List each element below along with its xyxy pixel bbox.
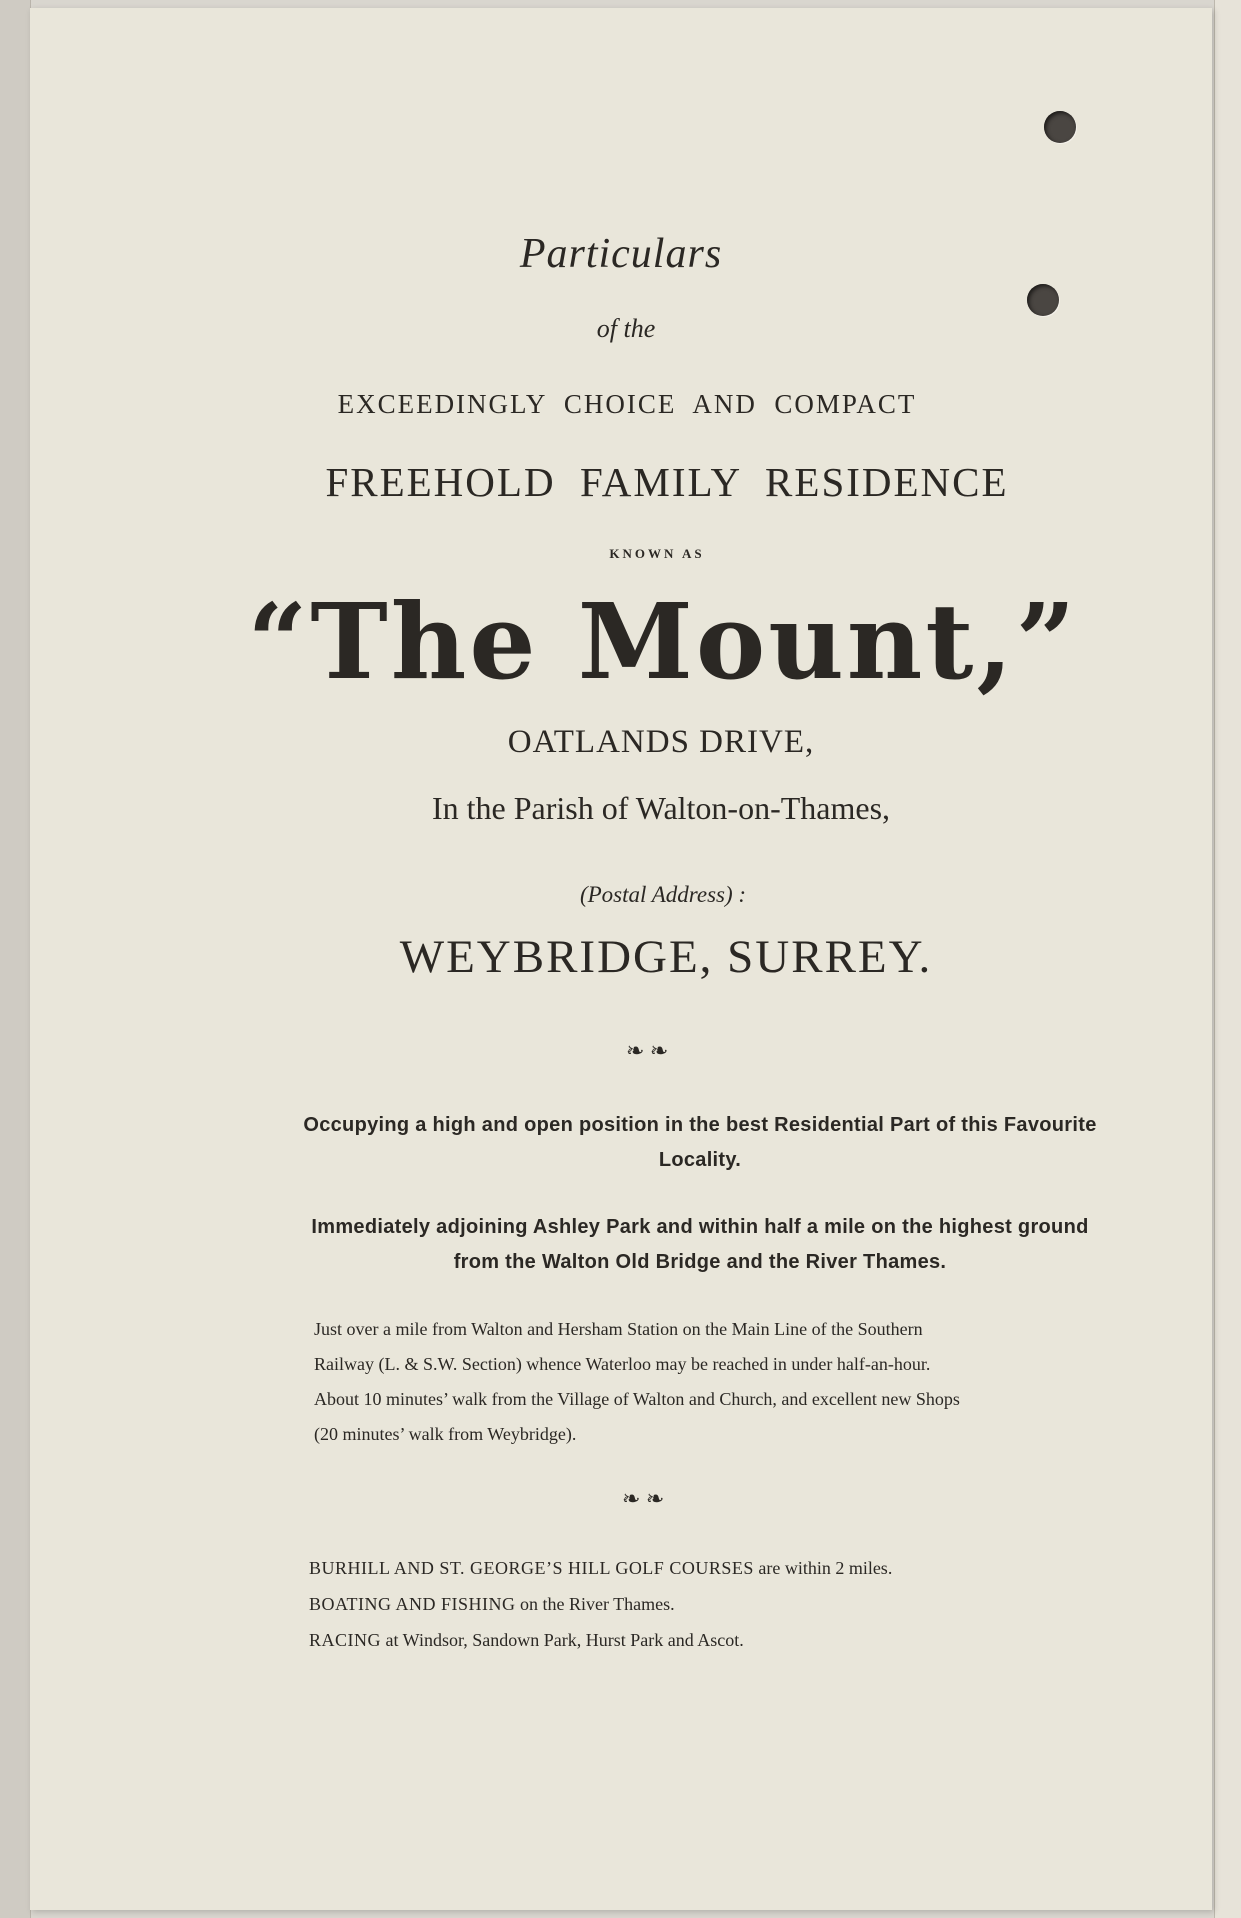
- postal-address-label: (Postal Address) :: [579, 882, 747, 907]
- document-page: [30, 8, 1212, 1910]
- ornament-divider-1: ❧ ❧: [626, 1038, 669, 1063]
- subtitle-of-the: of the: [596, 314, 656, 343]
- amenity-detail: on the River Thames.: [515, 1594, 675, 1614]
- amenity-item: [309, 1550, 892, 1586]
- description-line: EXCEEDINGLY CHOICE AND COMPACT: [337, 389, 917, 419]
- ornament-divider-2: ❧ ❧: [622, 1486, 665, 1511]
- amenities-list: [309, 1550, 892, 1658]
- town-heading: WEYBRIDGE, SURREY.: [399, 931, 933, 983]
- property-type-heading: FREEHOLD FAMILY RESIDENCE: [325, 459, 1009, 505]
- amenity-item: [309, 1586, 892, 1622]
- amenity-detail: are within 2 miles.: [753, 1558, 893, 1578]
- amenity-caps: RACING: [309, 1630, 382, 1650]
- travel-line: Just over a mile from Walton and Hersham Station on the Main Line of the Southern: [314, 1319, 923, 1339]
- document-content: [30, 8, 1212, 1910]
- street-address: OATLANDS DRIVE,: [507, 724, 815, 760]
- travel-line: (20 minutes’ walk from Weybridge).: [314, 1424, 577, 1444]
- amenity-caps: BOATING AND FISHING: [309, 1594, 516, 1614]
- property-name: “The Mount,”: [247, 580, 1079, 703]
- adjoining-paragraph: Immediately adjoining Ashley Park and within half a mile on the highest ground from the Walton Old Bridge and the River Thames.: [311, 1216, 1089, 1273]
- known-as-label: KNOWN AS: [609, 546, 705, 561]
- travel-line: Railway (L. & S.W. Section) whence Waterloo may be reached in under half-an-hour.: [314, 1354, 931, 1374]
- position-paragraph: Occupying a high and open position in the best Residential Part of this Favourite Locality.: [303, 1114, 1097, 1171]
- title-particulars: Particulars: [519, 231, 723, 277]
- amenity-detail: at Windsor, Sandown Park, Hurst Park and Ascot.: [381, 1630, 744, 1650]
- amenity-caps: BURHILL AND ST. GEORGE’S HILL GOLF COURSES: [309, 1558, 754, 1578]
- travel-line: About 10 minutes’ walk from the Village of Walton and Church, and excellent new Shops: [314, 1389, 960, 1409]
- backdrop-left: [0, 0, 31, 1918]
- travel-paragraph: [314, 1312, 1084, 1452]
- amenity-item: [309, 1622, 892, 1658]
- parish-line: In the Parish of Walton-on-Thames,: [431, 790, 891, 826]
